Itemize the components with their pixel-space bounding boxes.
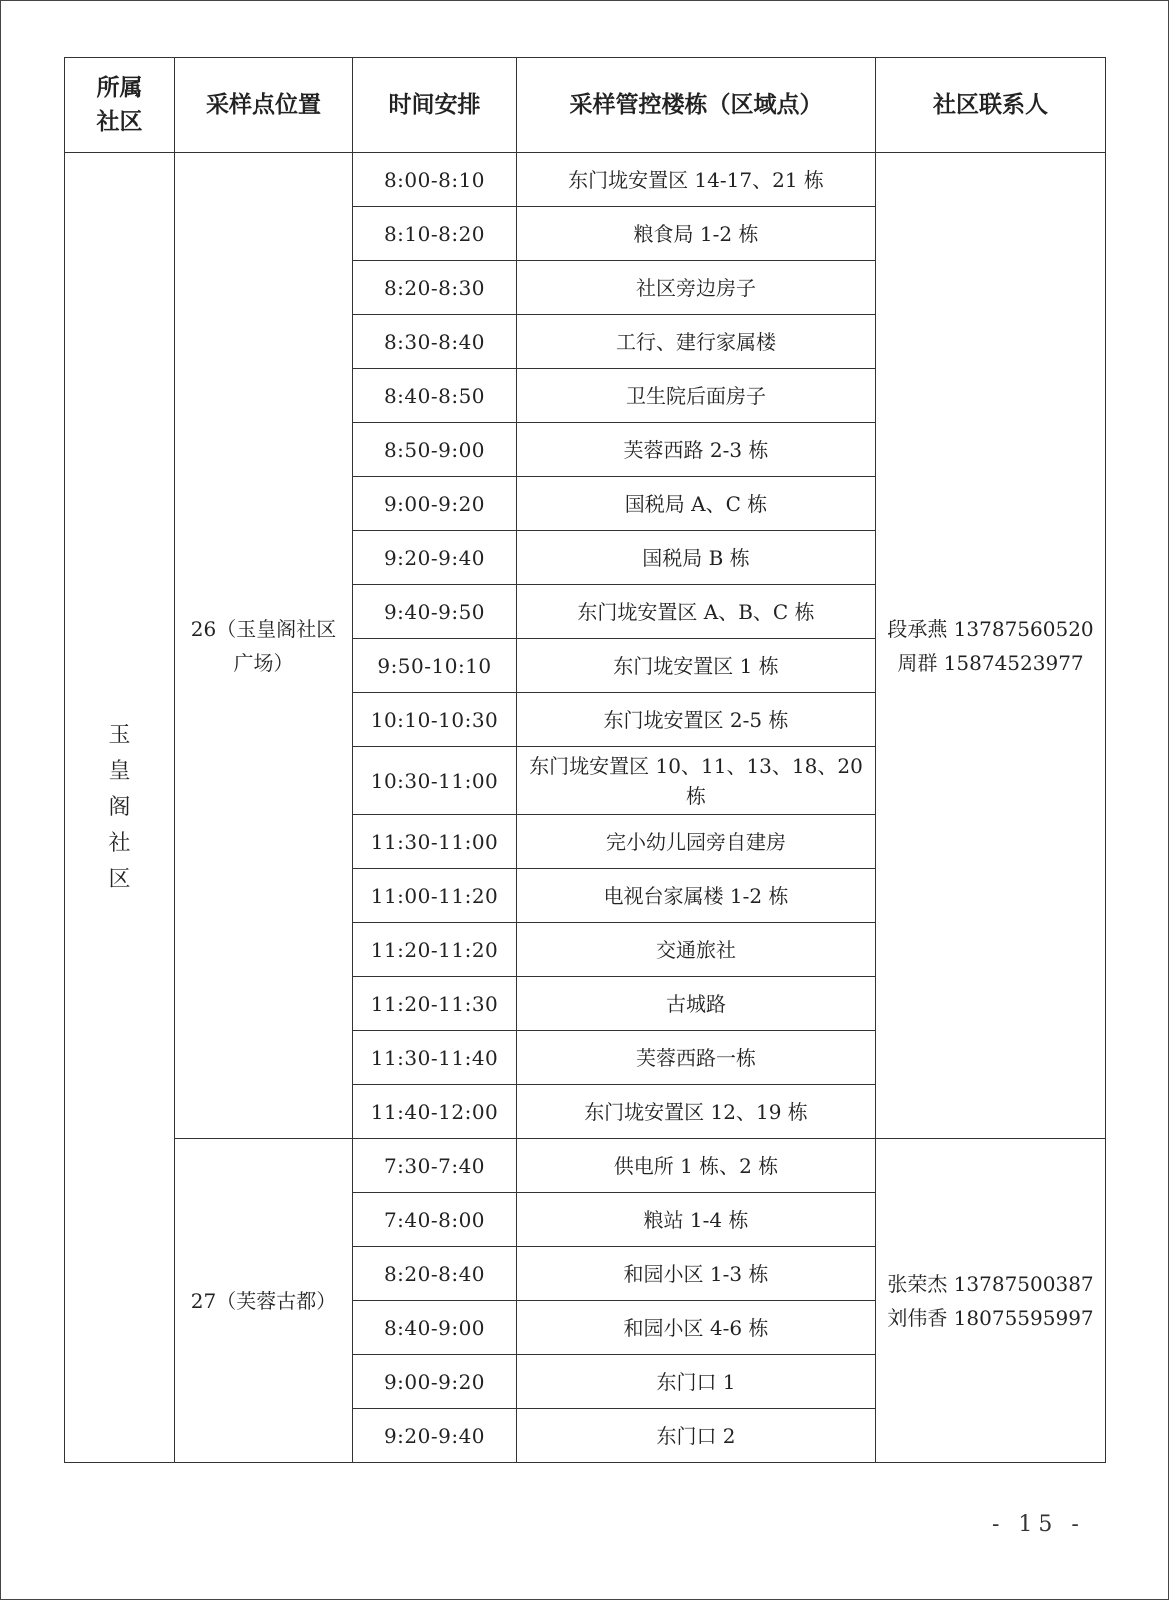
time-slot-cell: 8:00-8:10: [353, 153, 517, 207]
time-slot-cell: 8:30-8:40: [353, 315, 517, 369]
controlled-area-cell: 社区旁边房子: [517, 261, 876, 315]
controlled-area-cell: 东门垅安置区 2-5 栋: [517, 693, 876, 747]
header-contact: 社区联系人: [876, 58, 1106, 153]
time-slot-cell: 8:20-8:30: [353, 261, 517, 315]
controlled-area-cell: [517, 747, 876, 815]
time-slot-cell: 11:40-12:00: [353, 1085, 517, 1139]
community-name-char: 社: [108, 830, 131, 856]
time-slot-cell: 10:30-11:00: [353, 747, 517, 815]
time-slot-cell: 9:40-9:50: [353, 585, 517, 639]
controlled-area-cell: 粮食局 1-2 栋: [517, 207, 876, 261]
controlled-area-cell: 东门垅安置区 12、19 栋: [517, 1085, 876, 1139]
controlled-area-cell: 完小幼儿园旁自建房: [517, 815, 876, 869]
contact-person: 刘伟香 18075595997: [887, 1305, 1094, 1330]
time-slot-cell: 11:00-11:20: [353, 869, 517, 923]
time-slot-cell: 9:20-9:40: [353, 531, 517, 585]
header-area: 采样管控楼栋（区域点）: [517, 58, 876, 153]
community-name-cell: [65, 153, 175, 1463]
controlled-area-cell: 东门垅安置区 14-17、21 栋: [517, 153, 876, 207]
time-slot-cell: 11:30-11:40: [353, 1031, 517, 1085]
time-slot-cell: 11:20-11:30: [353, 977, 517, 1031]
page-number: - 15 -: [992, 1512, 1085, 1537]
time-slot-cell: 8:10-8:20: [353, 207, 517, 261]
table-header-row: [65, 58, 1106, 153]
controlled-area-cell: 东门垅安置区 1 栋: [517, 639, 876, 693]
time-slot-cell: 11:20-11:20: [353, 923, 517, 977]
time-slot-cell: 9:50-10:10: [353, 639, 517, 693]
controlled-area-line: 栋: [686, 783, 706, 808]
header-community: [65, 58, 175, 153]
contact-person: 周群 15874523977: [897, 650, 1084, 675]
time-slot-cell: 9:00-9:20: [353, 1355, 517, 1409]
community-contact-cell: [876, 1139, 1106, 1463]
time-slot-cell: 10:10-10:30: [353, 693, 517, 747]
community-name-char: 玉: [108, 722, 131, 748]
time-slot-cell: 8:50-9:00: [353, 423, 517, 477]
site-location-line: 27（芙蓉古都）: [190, 1288, 337, 1313]
time-slot-cell: 8:20-8:40: [353, 1247, 517, 1301]
controlled-area-cell: 东门口 1: [517, 1355, 876, 1409]
table-row: [65, 153, 1106, 207]
community-name-char: 皇: [108, 758, 131, 784]
controlled-area-line: 东门垅安置区 10、11、13、18、20: [529, 753, 863, 778]
time-slot-cell: 7:30-7:40: [353, 1139, 517, 1193]
controlled-area-cell: 东门垅安置区 A、B、C 栋: [517, 585, 876, 639]
controlled-area-cell: 工行、建行家属楼: [517, 315, 876, 369]
site-location-line: 广场）: [233, 650, 294, 675]
header-community-line: 社区: [96, 109, 143, 135]
site-location-line: 26（玉皇阁社区: [190, 616, 337, 641]
table-body: [65, 153, 1106, 1463]
controlled-area-cell: 国税局 A、C 栋: [517, 477, 876, 531]
community-name-char: 区: [108, 866, 131, 892]
header-time: 时间安排: [353, 58, 517, 153]
contact-person: 张荣杰 13787500387: [887, 1271, 1094, 1296]
controlled-area-cell: 芙蓉西路 2-3 栋: [517, 423, 876, 477]
time-slot-cell: 7:40-8:00: [353, 1193, 517, 1247]
controlled-area-cell: 电视台家属楼 1-2 栋: [517, 869, 876, 923]
time-slot-cell: 8:40-9:00: [353, 1301, 517, 1355]
table-row: [65, 1139, 1106, 1193]
header-community-line: 所属: [96, 75, 143, 101]
controlled-area-cell: 交通旅社: [517, 923, 876, 977]
time-slot-cell: 8:40-8:50: [353, 369, 517, 423]
controlled-area-cell: 粮站 1-4 栋: [517, 1193, 876, 1247]
controlled-area-cell: 芙蓉西路一栋: [517, 1031, 876, 1085]
site-location-cell: [175, 153, 353, 1139]
controlled-area-cell: 东门口 2: [517, 1409, 876, 1463]
controlled-area-cell: 供电所 1 栋、2 栋: [517, 1139, 876, 1193]
site-location-cell: [175, 1139, 353, 1463]
header-site: 采样点位置: [175, 58, 353, 153]
controlled-area-cell: 国税局 B 栋: [517, 531, 876, 585]
controlled-area-cell: 和园小区 1-3 栋: [517, 1247, 876, 1301]
controlled-area-cell: 卫生院后面房子: [517, 369, 876, 423]
time-slot-cell: 11:30-11:00: [353, 815, 517, 869]
community-contact-cell: [876, 153, 1106, 1139]
time-slot-cell: 9:20-9:40: [353, 1409, 517, 1463]
time-slot-cell: 9:00-9:20: [353, 477, 517, 531]
controlled-area-cell: 古城路: [517, 977, 876, 1031]
sampling-schedule-table: [64, 57, 1106, 1463]
community-name-char: 阁: [108, 794, 131, 820]
controlled-area-cell: 和园小区 4-6 栋: [517, 1301, 876, 1355]
contact-person: 段承燕 13787560520: [887, 616, 1094, 641]
